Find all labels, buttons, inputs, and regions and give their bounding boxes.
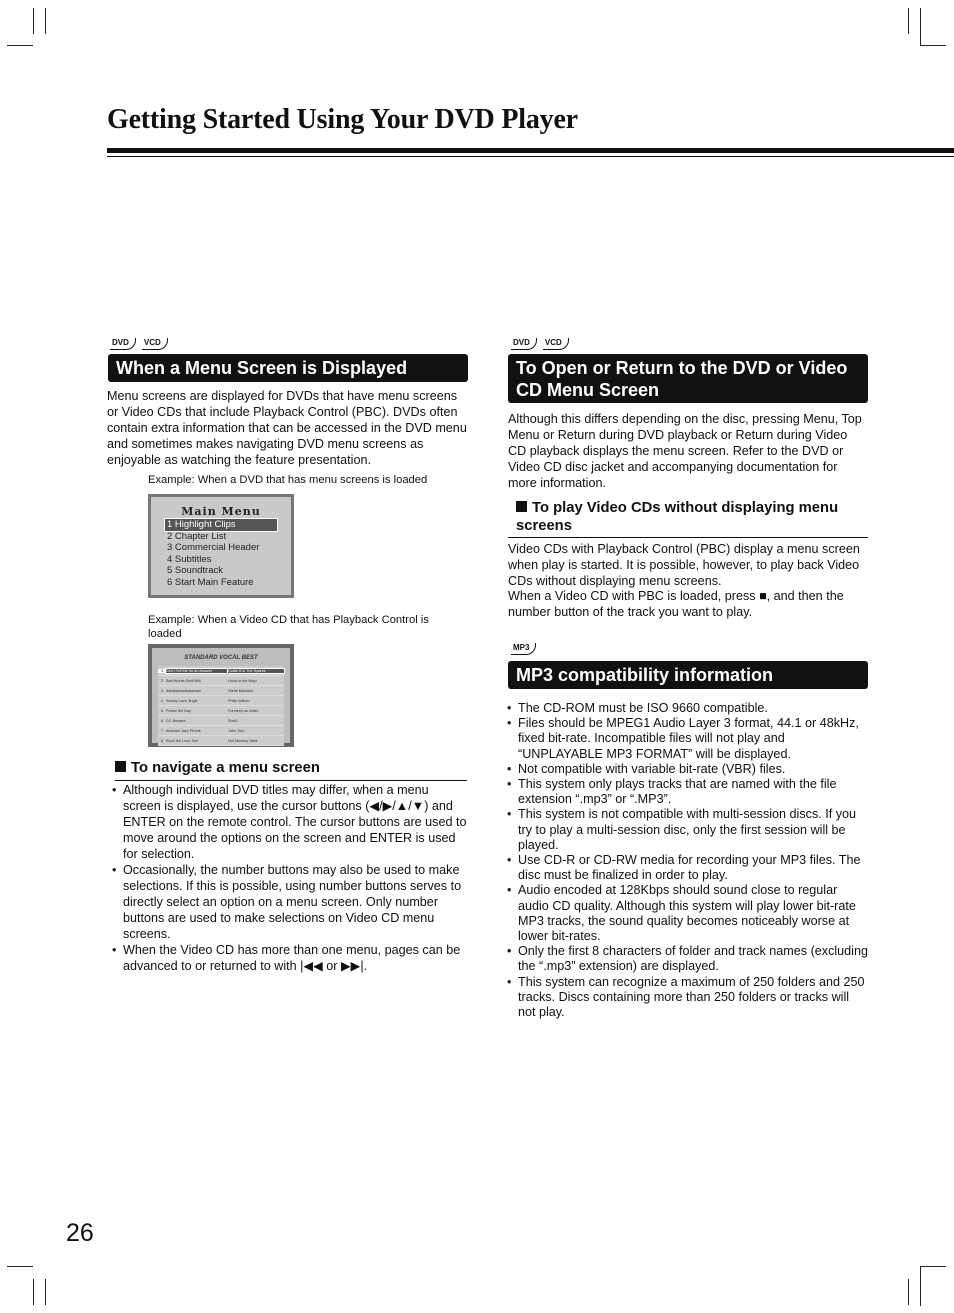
mp3-badge-icon: MP3 <box>511 643 536 655</box>
vcd-track-row: 2 Bad Words Swill Will Hood in the Boyz <box>158 676 284 686</box>
menu-screen-intro: Menu screens are displayed for DVDs that have menu screens or Video CDs that include Playback Control (PBC). DVDs often contain extra information that can be accessed in the DVD menu and sometimes makes navigating DVD menu screens as enjoyable as watching the feature presentation. <box>107 389 467 467</box>
vcd-badge-icon: VCD <box>543 338 569 350</box>
vcd-example-caption: Example: When a Video CD that has Playback Control is loaded <box>148 614 429 640</box>
title-rule-thin <box>107 156 954 157</box>
play-vcd-text: Video CDs with Playback Control (PBC) display a menu screen when play is started. It is possible, however, to play back Video CDs without displaying menu screens. <box>508 542 860 588</box>
list-item: • Not compatible with variable bit-rate (VBR) files. <box>507 762 868 777</box>
dvd-menu-item: 1 Highlight Clips <box>165 519 277 531</box>
list-item: • Use CD-R or CD-RW media for recording your MP3 files. The disc must be finalized in order to play. <box>507 853 868 883</box>
crop-mark <box>45 1279 46 1305</box>
list-item: • Audio encoded at 128Kbps should sound close to regular audio CD quality. Although this system will play lower bit-rate MP3 tracks, the sound quality becomes noticeably worse at lower bit-rates. <box>507 883 868 944</box>
dvd-badge-icon: DVD <box>110 338 136 350</box>
title-rule <box>107 148 954 153</box>
vcd-track-row: 6 DJ. Beware Plas3 <box>158 716 284 726</box>
dvd-menu-item: 6 Start Main Feature <box>167 576 254 588</box>
subheading-rule <box>508 537 868 538</box>
disc-badges <box>110 338 168 350</box>
section-heading-menu-screen: When a Menu Screen is Displayed <box>108 354 468 382</box>
list-item: • When the Video CD has more than one menu, pages can be advanced to or returned to with |◀◀ or ▶▶|. <box>112 942 468 974</box>
list-item: • Occasionally, the number buttons may also be used to make selections. If this is possible, using number buttons serves to directly select an option on a menu screen. Only number buttons are used to make selections on Video CD menu screens. <box>112 862 468 942</box>
open-menu-intro: Although this differs depending on the disc, pressing Menu, Top Menu or Return during DVD playback or Return during Video CD playback displays the menu screen. Refer to the DVD or Video CD disc jacket and accompanying documentation for more information. <box>508 412 862 490</box>
dvd-badge-icon: DVD <box>511 338 537 350</box>
vcd-menu-title: STANDARD VOCAL BEST <box>184 655 258 661</box>
subheading-rule <box>115 780 467 781</box>
disc-badges <box>511 643 536 655</box>
navigate-bullet-list <box>112 782 468 974</box>
disc-badges <box>511 338 569 350</box>
list-item: • Files should be MPEG1 Audio Layer 3 format, 44.1 or 48kHz, fixed bit-rate. Incompatible files will not play and “UNPLAYABLE MP3 FORMAT” will be displayed. <box>507 716 868 762</box>
square-bullet-icon <box>516 501 527 512</box>
mp3-bullet-list <box>507 701 868 1020</box>
vcd-track-row: 5 Praise the Day Formerly an Artist <box>158 706 284 716</box>
vcd-badge-icon: VCD <box>142 338 168 350</box>
vcd-track-row: 4 Snowy Love Jingle Philly Willum <box>158 696 284 706</box>
list-item: • The CD-ROM must be ISO 9660 compatible. <box>507 701 868 716</box>
dvd-menu-list <box>165 519 277 588</box>
crop-mark <box>7 1266 33 1267</box>
vcd-track-row: 8 Rock the Love Jive Hot Monkey Stick <box>158 736 284 746</box>
crop-mark <box>920 45 946 46</box>
square-bullet-icon <box>115 761 126 772</box>
play-vcd-subheading: To play Video CDs without displaying menu screens <box>516 500 839 534</box>
vcd-track-list <box>158 666 284 746</box>
dvd-menu-item: 2 Chapter List <box>167 530 227 542</box>
crop-mark <box>7 45 33 46</box>
crop-mark <box>33 8 34 34</box>
crop-mark <box>920 1266 921 1306</box>
list-item: • Although individual DVD titles may differ, when a menu screen is displayed, use the cursor buttons (◀/▶/▲/▼) and ENTER on the remote control. The cursor buttons are used to move around the options on the screen and ENTER is used for selection. <box>112 782 468 862</box>
crop-mark <box>920 8 921 46</box>
crop-mark <box>920 1266 946 1267</box>
vcd-menu-screenshot <box>148 644 294 747</box>
play-vcd-text-2: When a Video CD with PBC is loaded, press ■, and then the number button of the track you want to play. <box>508 589 844 619</box>
dvd-menu-item: 4 Subtitles <box>167 553 212 565</box>
section-heading-mp3: MP3 compatibility information <box>508 661 868 689</box>
list-item: • This system only plays tracks that are named with the file extension “.mp3” or “.MP3”. <box>507 777 868 807</box>
dvd-menu-item: 3 Commercial Header <box>167 542 260 553</box>
navigate-subheading: To navigate a menu screen <box>115 759 467 777</box>
dvd-example-caption: Example: When a DVD that has menu screens is loaded <box>148 474 428 486</box>
crop-mark <box>908 1279 909 1305</box>
vcd-track-row: 7 Abstract Jazz Phunk John Tom <box>158 726 284 736</box>
vcd-track-row: 3 dubstyheadbassman Steek Machine <box>158 686 284 696</box>
dvd-menu-item: 5 Soundtrack <box>167 565 223 576</box>
list-item: • Only the first 8 characters of folder and track names (excluding the “.mp3” extension) are displayed. <box>507 944 868 974</box>
crop-mark <box>45 8 46 34</box>
list-item: • This system can recognize a maximum of 250 folders and 250 tracks. Discs containing more than 250 folders or tracks will not play. <box>507 975 868 1021</box>
dvd-menu-title: Main Menu <box>181 505 261 518</box>
section-heading-open-menu: To Open or Return to the DVD or Video CD Menu Screen <box>508 354 868 403</box>
crop-mark <box>33 1279 34 1305</box>
list-item: • This system is not compatible with multi-session discs. If you try to play a multi-session disc, only the first session will be played. <box>507 807 868 853</box>
crop-mark <box>908 8 909 34</box>
page-title: Getting Started Using Your DVD Player <box>107 104 578 135</box>
page-number: 26 <box>66 1219 94 1247</box>
vcd-track-row: 1 Don't Tell Me for an Answer Dottie B & The Sparks <box>158 666 284 676</box>
dvd-menu-screenshot <box>148 494 294 598</box>
